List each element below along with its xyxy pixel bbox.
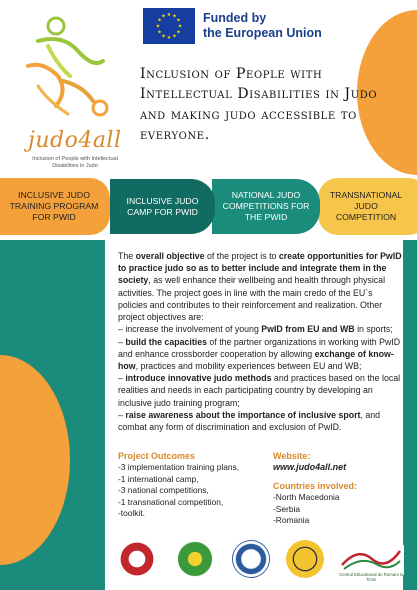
svg-text:★: ★ <box>157 17 162 24</box>
outcome-item: -3 implementation training plans, <box>118 462 240 472</box>
outcome-item: -3 national competitions, <box>118 485 209 496</box>
svg-text:★: ★ <box>155 23 161 30</box>
activity-tab-national-competitions: NATIONAL JUDO COMPETITIONS FOR THE PWID <box>212 179 320 234</box>
svg-text:★: ★ <box>166 12 172 18</box>
activity-tab-transnational-competition: TRANSNATIONAL JUDO COMPETITION <box>318 178 417 235</box>
country-item: -North Macedonia <box>273 492 340 502</box>
project-description <box>118 250 403 433</box>
outcome-item: -1 transnational competition, <box>118 496 224 507</box>
outcomes-title: Project Outcomes <box>118 451 196 461</box>
activity-tab-training-program: INCLUSIVE JUDO TRAINING PROGRAM FOR PWID <box>0 178 110 235</box>
judo-figures-icon <box>8 6 133 131</box>
svg-text:★: ★ <box>166 35 172 41</box>
activity-tab-camp: INCLUSIVE JUDO CAMP FOR PWID <box>110 179 215 234</box>
objective-item: – raise awareness about the importance of inclusive sport, and combat any form of discrimination and exclusion of PwID. <box>118 409 381 433</box>
eu-funding-line1: Funded by <box>203 11 267 25</box>
eu-flag-icon <box>143 8 195 44</box>
eu-funding-line2: the European Union <box>203 26 322 40</box>
partner-logo-caption: Centrul Educational de Romani si Timis <box>339 572 403 582</box>
objective-item: – build the capacities of the partner organizations in working with PwID and enhance crossborder cooperation by allowing exchange of know-how, practices and mobility experiences between EU and WB; <box>118 336 401 371</box>
website-link[interactable]: www.judo4all.net <box>273 462 347 472</box>
judo4all-logo <box>8 6 133 176</box>
outcome-item: -toolkit. <box>118 508 145 519</box>
eu-funding-label <box>203 11 322 41</box>
objective-item: – introduce innovative judo methods and practices based on the local realities and needs in each participating country by developing an inclusive judo training program; <box>118 373 401 408</box>
website-title: Website: <box>273 451 311 461</box>
objective-item: – increase the involvement of young PwID from EU and WB in sports; <box>118 324 393 335</box>
project-outcomes <box>118 451 263 520</box>
website-and-countries <box>273 451 403 527</box>
decorative-teal-block-right <box>403 240 417 590</box>
logo-title: judo4all <box>28 128 122 153</box>
svg-text:★: ★ <box>161 33 166 40</box>
objective-paragraph: The overall objective of the project is to create opportunities for PwID to practice judo so as to better include and integrate them in the society, as well enhance their wellbeing and health through physical activities. The project goes in line with the main credo of the EU`s policies and contributes to their reinforcement and realization. Other project objectives are: <box>118 251 402 323</box>
svg-text:★: ★ <box>161 13 166 20</box>
partner-logo-yellow-badge <box>286 540 324 578</box>
svg-text:★: ★ <box>176 29 181 36</box>
svg-text:★: ★ <box>172 33 177 40</box>
svg-text:★: ★ <box>172 13 177 20</box>
outcome-item: -1 international camp, <box>118 473 199 484</box>
svg-text:★: ★ <box>157 29 162 36</box>
country-item: -Serbia <box>273 503 300 514</box>
country-item: -Romania <box>273 515 310 526</box>
svg-text:★: ★ <box>176 17 181 24</box>
countries-title: Countries involved: <box>273 481 358 491</box>
partner-logo-association <box>232 540 270 578</box>
partner-logo-green-club <box>176 540 214 578</box>
partner-logo-judo-club <box>118 540 156 578</box>
svg-text:★: ★ <box>177 23 183 30</box>
page-headline: Inclusion of People with Intellectual Disabilities in Judo and making judo accessible to everyone. <box>140 66 378 144</box>
logo-subtitle: Inclusion of People with Intellectual Disabilities in Judo <box>32 156 118 169</box>
